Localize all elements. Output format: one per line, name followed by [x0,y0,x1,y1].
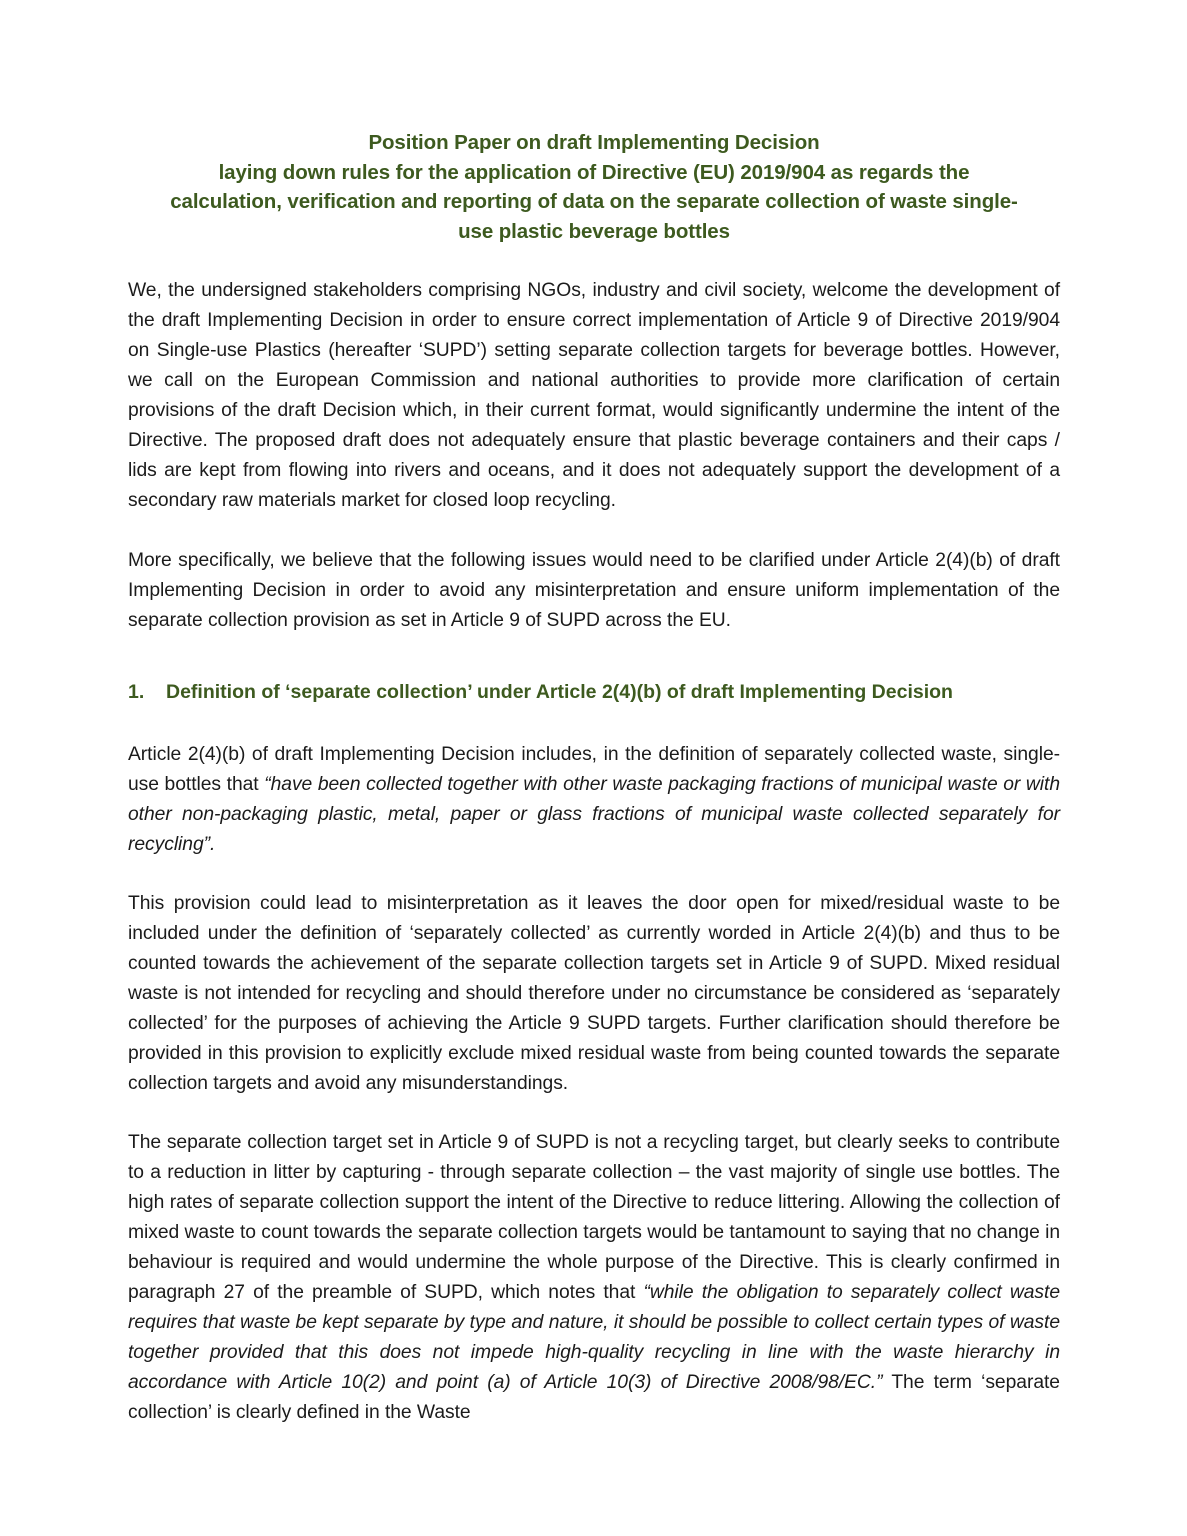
title-line-1: Position Paper on draft Implementing Decision [368,131,820,154]
target-quote: “while the obligation to separately collect waste requires that waste be kept separate by type and nature, it should be possible to collect certain types of waste together provided that this does not impede high-quality recycling in line with the waste hierarchy in accordance with Article 10(2) and point (a) of Article 10(3) of Directive 2008/98/EC.” [128,1282,1060,1393]
spacer-after-heading [128,706,1060,740]
target-lead: The separate collection target set in Article 9 of SUPD is not a recycling target, but clearly seeks to contribute to a reduction in litter by capturing - through separate collection – the vast majority of single use bottles. The high rates of separate collection support the intent of the Directive to reduce littering. Allowing the collection of mixed waste to count towards the separate collection targets would be tantamount to saying that no change in behaviour is required and would undermine the whole purpose of the Directive. This is clearly confirmed in paragraph 27 of the preamble of SUPD, which notes that [128,1132,1060,1303]
spacer-paragraph-3 [128,1099,1060,1128]
title-line-3: calculation, verification and reporting of data on the separate collection of waste single- [170,190,1018,213]
title-line-4: use plastic beverage bottles [458,219,730,243]
spacer-paragraph-2 [128,860,1060,889]
title-line-2: laying down rules for the application of Directive (EU) 2019/904 as regards the [218,160,970,184]
paragraph-separate-collection-target [128,1128,1060,1428]
paragraph-article-definition [128,740,1060,860]
spacer-paragraph-1 [128,516,1060,546]
section-heading-1 [128,678,1060,706]
page-title [128,128,1060,246]
article-definition-quote: “have been collected together with other waste packaging fractions of municipal waste or with other non-packaging plastic, metal, paper or glass fractions of municipal waste collected separately for recycling”. [128,774,1060,855]
paragraph-intro: We, the undersigned stakeholders comprising NGOs, industry and civil society, welcome the development of the draft Implementing Decision in order to ensure correct implementation of Article 9 of Directive 2019/904 on Single-use Plastics (hereafter ‘SUPD’) setting separate collection targets for beverage bottles. However, we call on the European Commission and national authorities to provide more clarification of certain provisions of the draft Decision which, in their current format, would significantly undermine the intent of the Directive. The proposed draft does not adequately ensure that plastic beverage containers and their caps / lids are kept from flowing into rivers and oceans, and it does not adequately support the development of a secondary raw materials market for closed loop recycling. [128,280,1060,511]
section-number: 1. [128,681,145,703]
paragraph-more-specifically: More specifically, we believe that the following issues would need to be clarified under Article 2(4)(b) of draft Implementing Decision in order to avoid any misinterpretation and ensure uniform implementation of the separate collection provision as set in Article 9 of SUPD across the EU. [128,550,1060,631]
article-definition-lead: Article 2(4)(b) of draft Implementing Decision includes, in the definition of separately collected waste, single-use bottles that [128,744,1060,795]
spacer-before-heading [128,636,1060,678]
target-tail: The term ‘separate collection’ is clearly defined in the Waste [128,1372,1060,1423]
spacer-title-body [128,246,1060,276]
paragraph-misinterpretation: This provision could lead to misinterpretation as it leaves the door open for mixed/residual waste to be included under the definition of ‘separately collected’ as currently worded in Article 2(4)(b) and thus to be counted towards the achievement of the separate collection targets set in Article 9 of SUPD. Mixed residual waste is not intended for recycling and should therefore under no circumstance be considered as ‘separately collected’ for the purposes of achieving the Article 9 SUPD targets. Further clarification should therefore be provided in this provision to explicitly exclude mixed residual waste from being counted towards the separate collection targets and avoid any misunderstandings. [128,893,1060,1094]
section-heading-label: Definition of ‘separate collection’ under Article 2(4)(b) of draft Implementing Decision [166,681,953,703]
